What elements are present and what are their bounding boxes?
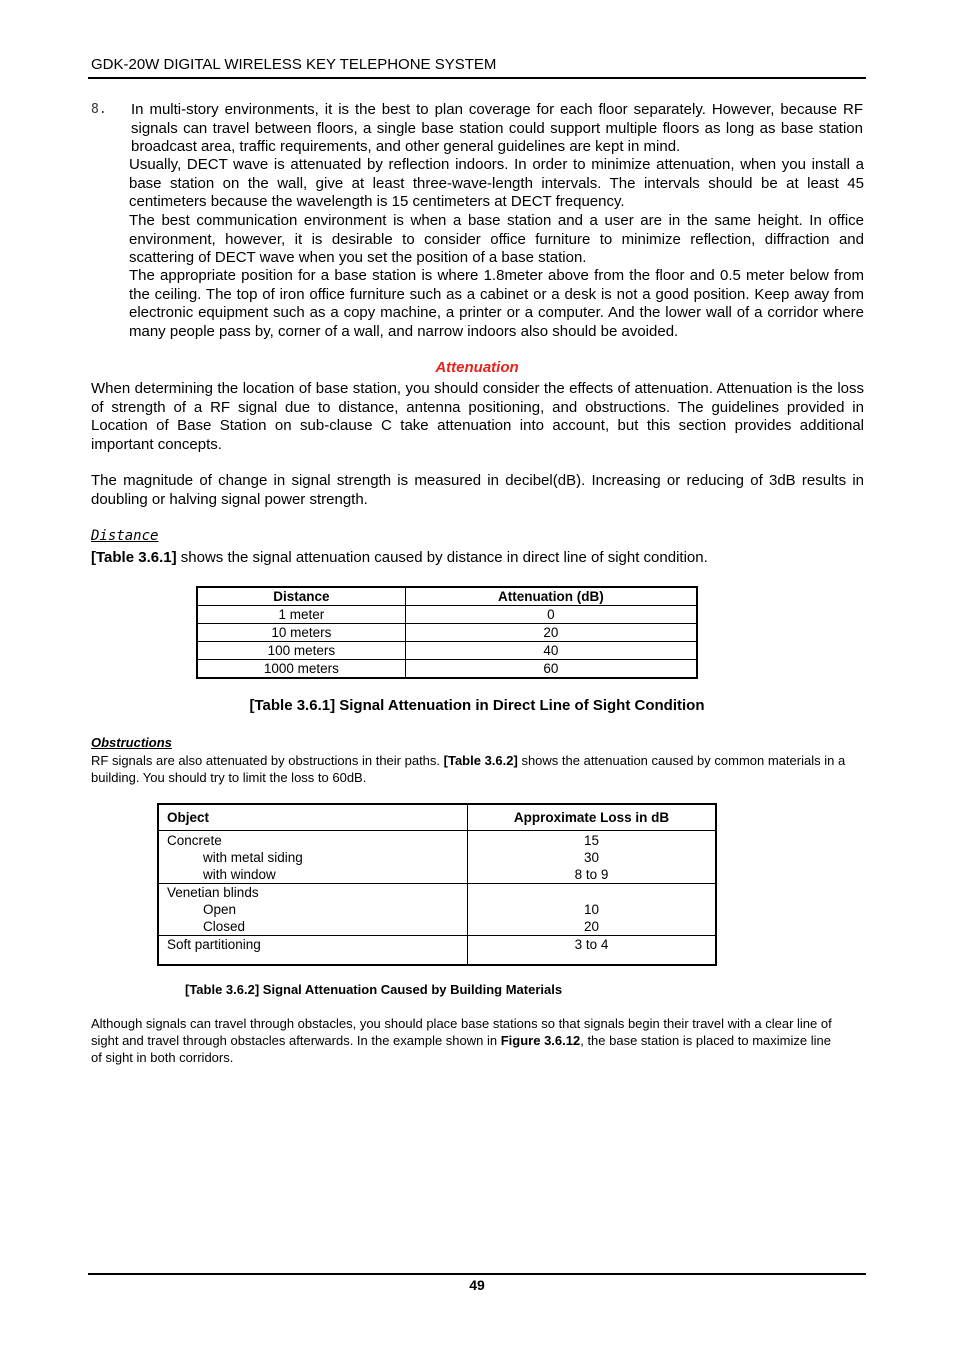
- paragraph-decibel: The magnitude of change in signal strength is measured in decibel(dB). Increasing or reducing of 3dB results in doubling or halving signal power strength.: [91, 472, 864, 508]
- table-cell: [468, 831, 717, 884]
- table-row: [197, 606, 697, 624]
- paragraph-communication-environment: The best communication environment is when a base station and a user are in the same height. In office environment, however, it is desirable to consider office furniture to minimize reflection, diffraction and scattering of DECT wave when you set the position of a base station.: [129, 212, 864, 266]
- table-header-cell: Approximate Loss in dB: [468, 804, 717, 831]
- list-number: 8.: [91, 102, 107, 117]
- loss-value: 10: [583, 902, 600, 917]
- table-reference: [Table 3.6.2]: [443, 753, 518, 768]
- paragraph-closing: [91, 1015, 841, 1066]
- subsection-heading-obstructions: Obstructions: [91, 735, 172, 750]
- distance-attenuation-table: [196, 586, 698, 679]
- table-cell: [158, 831, 468, 884]
- table-row: [158, 884, 716, 936]
- table-cell: 1000 meters: [197, 660, 405, 679]
- material-sublabel: with metal siding: [203, 850, 303, 865]
- loss-value: 30: [583, 850, 600, 865]
- material-sublabel: with window: [203, 867, 276, 882]
- subsection-heading-distance: Distance: [91, 528, 159, 544]
- table-cell: [468, 936, 717, 966]
- paragraph-attenuation-intro: When determining the location of base station, you should consider the effects of attenuation. Attenuation is the loss of strength of a RF signal due to distance, antenna positioning, and obstructions. The guidelines provided in Location of Base Station on sub-clause C take attenuation into account, but this section provides additional important concepts.: [91, 380, 864, 453]
- paragraph-base-station-position: The appropriate position for a base station is where 1.8meter above from the floor and 0.5 meter below from the ceiling. The top of iron office furniture such as a cabinet or a desk is not a good position. Keep away from electronic equipment such as a copy machine, a printer or a computer. And the lower wall of a corridor where many people pass by, corner of a wall, and narrow indoors also should be avoided.: [129, 267, 864, 340]
- table-cell: [468, 884, 717, 936]
- table-header-cell: Distance: [197, 587, 405, 606]
- paragraph-text: shows the signal attenuation caused by distance in direct line of sight condition.: [176, 549, 708, 566]
- table-cell: 40: [405, 642, 697, 660]
- paragraph-text: Although signals can travel through obstacles, you should place base stations so that signals begin their travel with a clear line of sight and travel through obstacles afterwards. In the example shown in: [91, 1016, 832, 1048]
- loss-value: 8 to 9: [574, 867, 609, 882]
- loss-value: 3 to 4: [574, 937, 609, 952]
- section-title-attenuation: Attenuation: [435, 359, 519, 376]
- table-row: [197, 660, 697, 679]
- table-cell: 20: [405, 624, 697, 642]
- paragraph-dect-reflection: Usually, DECT wave is attenuated by reflection indoors. In order to minimize attenuation, when you install a base station on the wall, give at least three-wave-length intervals. The intervals should be at least 45 centimeters because the wavelength is 15 centimeters at DECT frequency.: [129, 156, 864, 210]
- paragraph-obstructions-intro: [91, 752, 851, 786]
- table-row: [158, 936, 716, 966]
- table-reference: [Table 3.6.1]: [91, 549, 177, 566]
- list-item-paragraph: In multi-story environments, it is the best to plan coverage for each floor separately. However, because RF signals can travel between floors, a single base station could support multiple floors as long as base station broadcast area, traffic requirements, and other general guidelines are kept in mind.: [131, 101, 863, 155]
- material-sublabel: Closed: [203, 919, 246, 934]
- table-cell: 60: [405, 660, 697, 679]
- paragraph-text: shows the attenuation caused by common materials in a building. You should try to limit the loss to 60dB.: [91, 753, 846, 785]
- table-header-cell: Attenuation (dB): [405, 587, 697, 606]
- paragraph-distance-intro: [91, 549, 864, 568]
- running-header: GDK-20W DIGITAL WIRELESS KEY TELEPHONE SYSTEM: [91, 56, 497, 73]
- table-row: [197, 624, 697, 642]
- footer-divider: [88, 1273, 866, 1275]
- paragraph-text: , the base station is placed to maximize line of sight in both corridors.: [91, 1033, 831, 1065]
- page-number: 49: [469, 1277, 485, 1293]
- material-label: Concrete: [167, 833, 222, 848]
- table-row: [158, 831, 716, 884]
- building-materials-table: [157, 803, 717, 966]
- table-cell: [158, 936, 468, 966]
- paragraph-text: RF signals are also attenuated by obstructions in their paths.: [91, 753, 444, 768]
- table-cell: 100 meters: [197, 642, 405, 660]
- loss-value: 20: [583, 919, 600, 934]
- loss-value: 15: [583, 833, 600, 848]
- table-cell: 10 meters: [197, 624, 405, 642]
- table-caption-3-6-2: [Table 3.6.2] Signal Attenuation Caused by Building Materials: [185, 982, 563, 997]
- material-sublabel: Open: [203, 902, 237, 917]
- table-row: [197, 642, 697, 660]
- table-cell: 0: [405, 606, 697, 624]
- header-divider: [88, 77, 866, 79]
- material-label: Venetian blinds: [167, 885, 259, 900]
- table-header-cell: Object: [158, 804, 468, 831]
- table-caption-3-6-1: [Table 3.6.1] Signal Attenuation in Direct Line of Sight Condition: [249, 697, 705, 714]
- material-label: Soft partitioning: [167, 937, 261, 952]
- table-cell: [158, 884, 468, 936]
- table-cell: 1 meter: [197, 606, 405, 624]
- figure-reference: Figure 3.6.12: [500, 1033, 581, 1048]
